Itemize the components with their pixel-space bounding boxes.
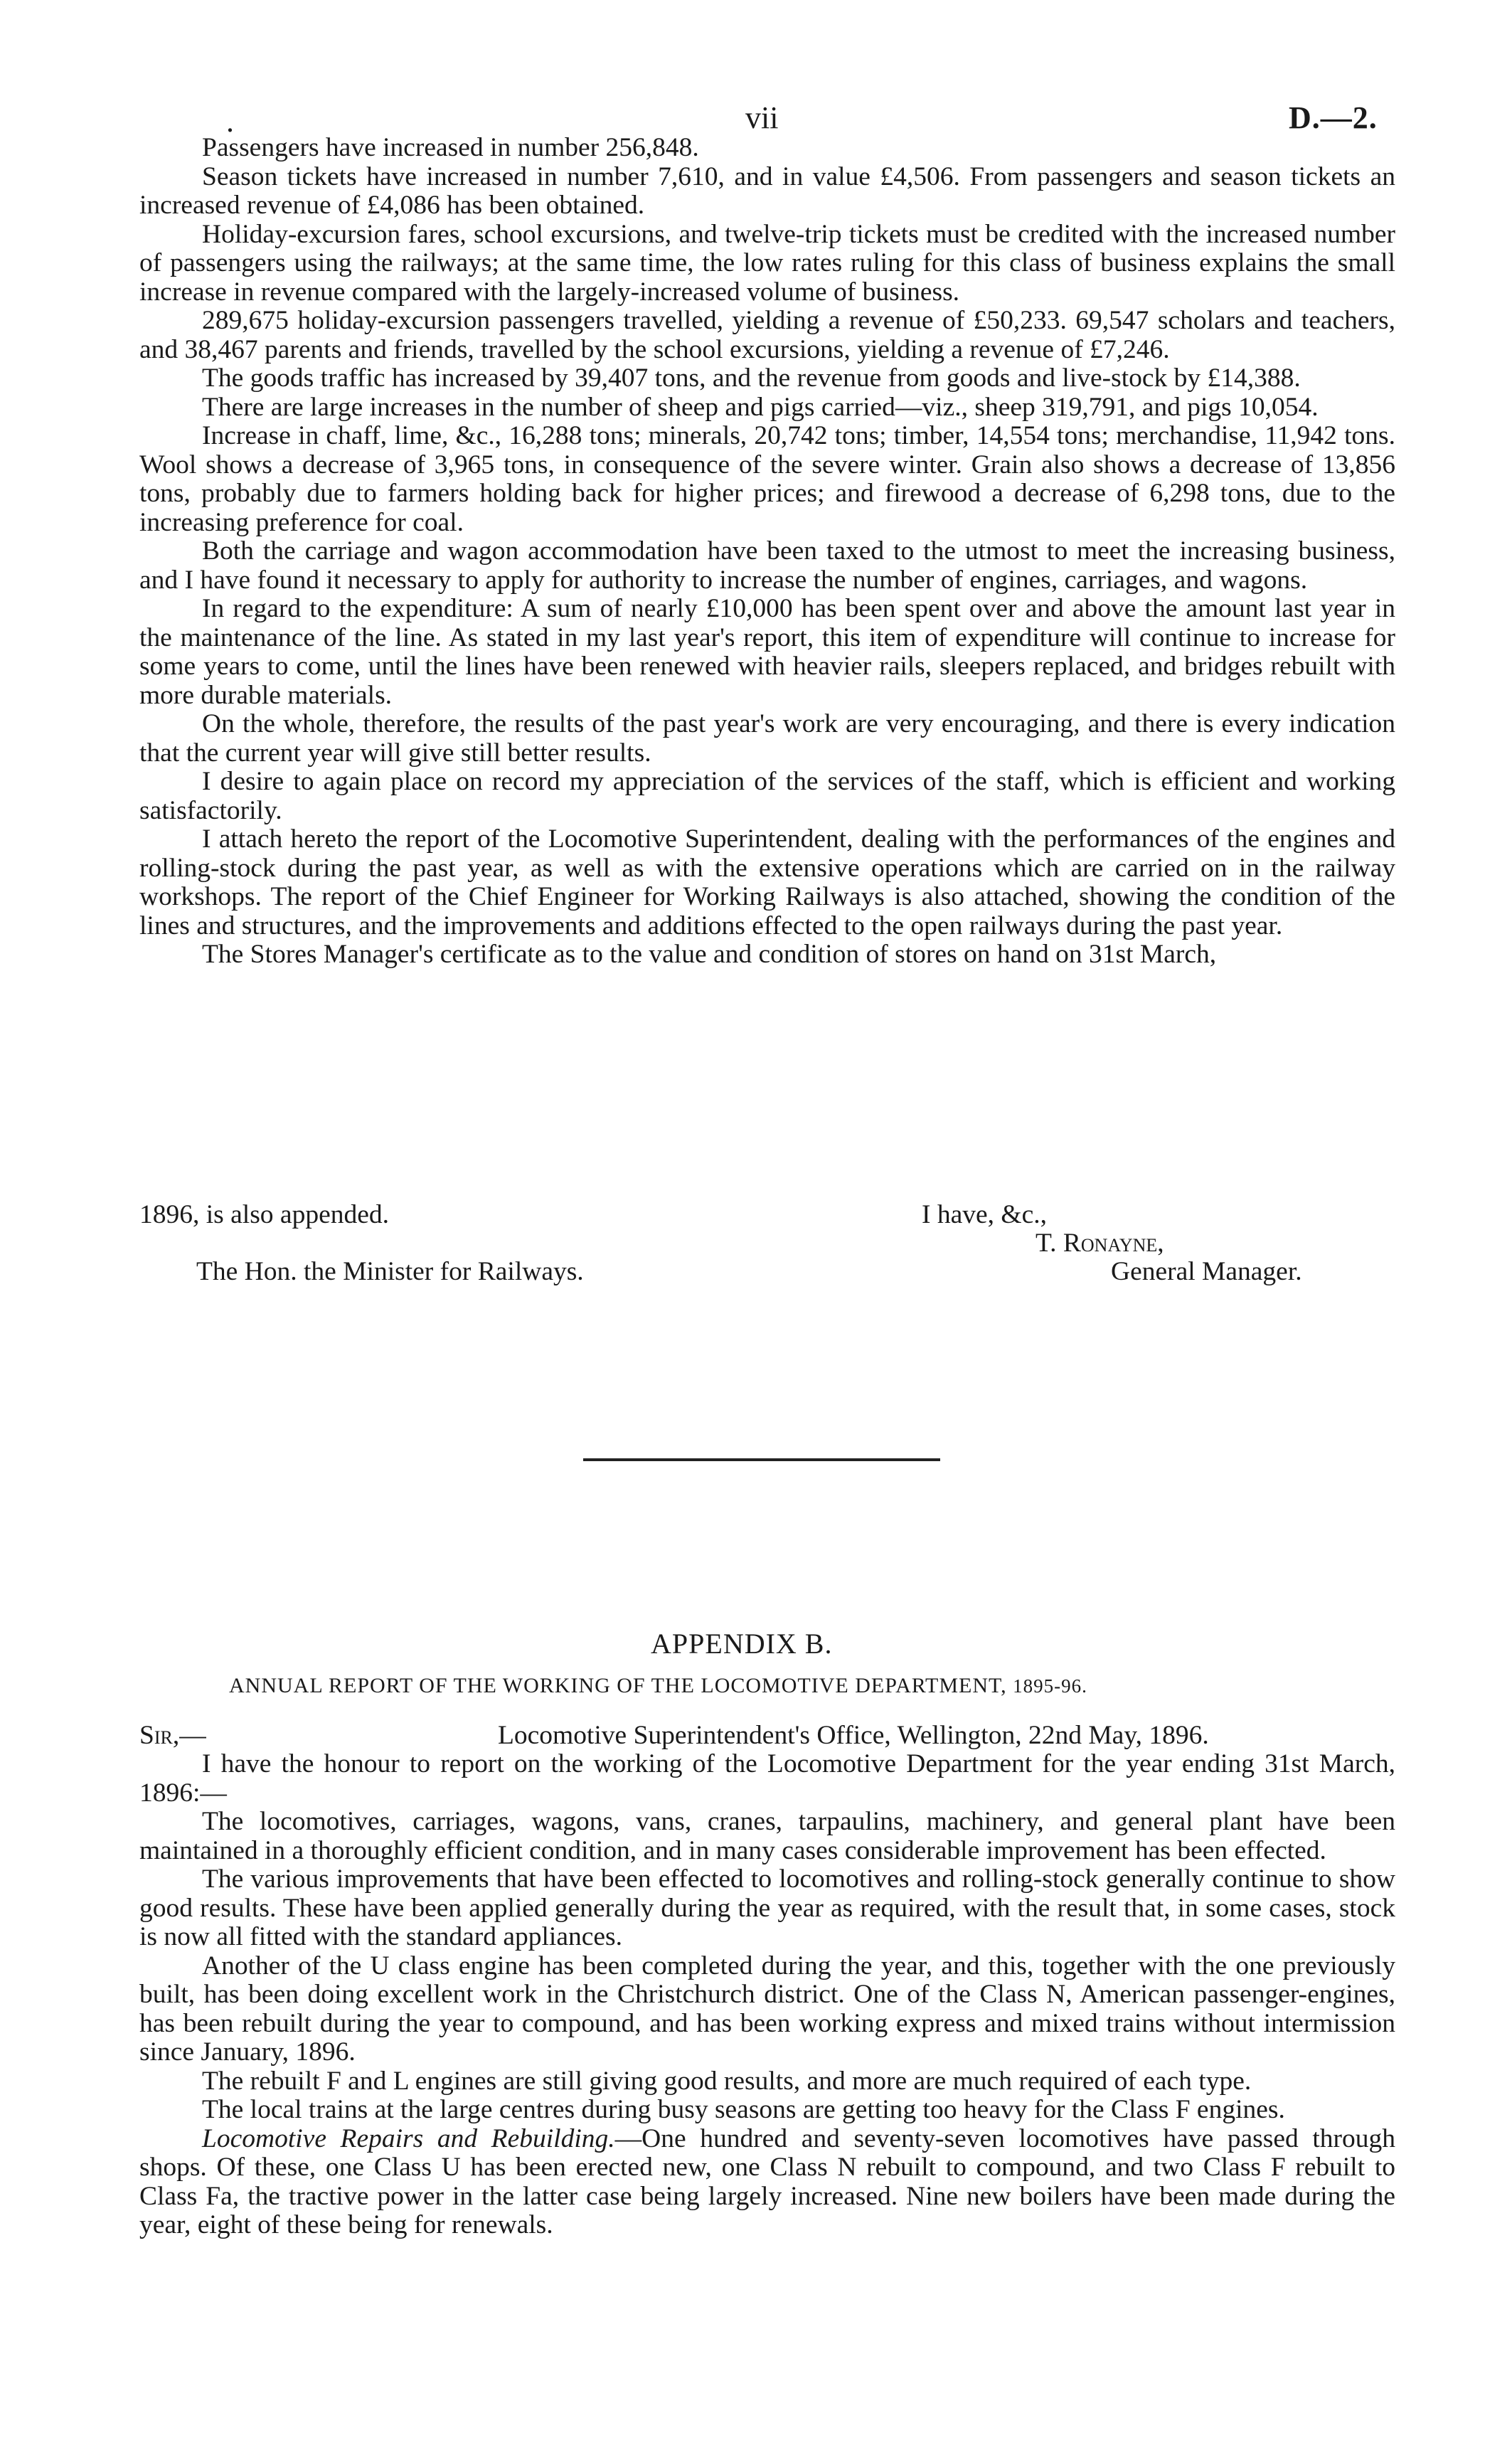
appendix-paragraph: I have the honour to report on the working of the Locomotive Department for the year ending 31st March, 1896:—: [139, 1749, 1395, 1808]
report-paragraph: I attach hereto the report of the Locomotive Superintendent, dealing with the performances of the engines and rolling-stock during the past year, as well as with the extensive operations which are carried on in the railway workshops. The report of the Chief Engineer for Working Railways is also attached, showing the condition of the lines and structures, and the improvements and additions effected to the open railways during the past year.: [139, 824, 1395, 940]
appended-line: 1896, is also appended.: [139, 1200, 389, 1229]
repairs-text: —One hundred and seventy-seven locomotives have passed through shops. Of these, one Class U has been erected new, one Class N rebuilt to compound, and two Class F rebuilt to Class Fa, the tractive power in the latter case being largely increased. Nine new boilers have been made during the year, eight of these being for renewals.: [139, 2123, 1396, 2239]
appendix-paragraph: The rebuilt F and L engines are still giving good results, and more are much required of each type.: [202, 2066, 1252, 2096]
appendix-subtitle-years: 1895-96.: [1013, 1675, 1087, 1697]
report-paragraph: Increase in chaff, lime, &c., 16,288 tons; minerals, 20,742 tons; timber, 14,554 tons; merchandise, 11,942 tons. Wool shows a decrease of 3,965 tons, in consequence of the severe winter. Grain also shows a decrease of 13,856 tons, probably due to farmers holding back for higher prices; and firewood a decrease of 6,298 tons, due to the increasing preference for coal.: [139, 421, 1395, 537]
header-dot: .: [226, 104, 234, 139]
report-paragraph: There are large increases in the number of sheep and pigs carried—viz., sheep 319,791, and pigs 10,054.: [202, 392, 1319, 422]
appendix-paragraph: The locomotives, carriages, wagons, vans, cranes, tarpaulins, machinery, and general plant have been maintained in a thoroughly efficient condition, and in many cases considerable improvement has been effected.: [139, 1807, 1395, 1865]
office-dateline: Locomotive Superintendent's Office, Wellington, 22nd May, 1896.: [498, 1721, 1209, 1750]
salutation: Sir,—: [139, 1721, 206, 1750]
repairs-heading: Locomotive Repairs and Rebuilding.: [202, 2123, 615, 2153]
report-body: [139, 134, 1395, 970]
appendix-subtitle: [229, 1674, 1087, 1698]
appendix-title: APPENDIX B.: [651, 1628, 833, 1660]
report-paragraph: I desire to again place on record my appreciation of the services of the staff, which is efficient and working satisfactorily.: [139, 767, 1395, 825]
section-divider: [583, 1458, 940, 1461]
report-paragraph: On the whole, therefore, the results of the past year's work are very encouraging, and there is every indication that the current year will give still better results.: [139, 709, 1395, 768]
appendix-subtitle-text: ANNUAL REPORT OF THE WORKING OF THE LOCOMOTIVE DEPARTMENT,: [229, 1674, 1007, 1697]
closing-salutation: I have, &c.,: [922, 1200, 1047, 1229]
signatory-name: T. Ronayne,: [1035, 1229, 1164, 1258]
page-number: vii: [745, 100, 779, 135]
document-reference: D.—2.: [1289, 100, 1378, 135]
report-paragraph: Season tickets have increased in number 7,610, and in value £4,506. From passengers and season tickets an increased revenue of £4,086 has been obtained.: [139, 161, 1395, 220]
appendix-paragraph: The local trains at the large centres during busy seasons are getting too heavy for the Class F engines.: [202, 2095, 1285, 2124]
report-paragraph: Holiday-excursion fares, school excursions, and twelve-trip tickets must be credited with the increased number of passengers using the railways; at the same time, the low rates ruling for this class of business explains the small increase in revenue compared with the largely-increased volume of business.: [139, 219, 1395, 307]
appendix-paragraph: The various improvements that have been effected to locomotives and rolling-stock generally continue to show good results. These have been applied generally during the year as required, with the result that, in some cases, stock is now all fitted with the standard appliances.: [139, 1865, 1395, 1951]
appendix-paragraph: Another of the U class engine has been completed during the year, and this, together with the one previously built, has been doing excellent work in the Christchurch district. One of the Class N, American passenger-engines, has been rebuilt during the year to compound, and has been working express and mixed trains without intermission since January, 1896.: [139, 1951, 1395, 2067]
report-paragraph: The Stores Manager's certificate as to the value and condition of stores on hand on 31st March,: [202, 940, 1217, 969]
addressee: The Hon. the Minister for Railways.: [196, 1257, 584, 1286]
report-paragraph: Both the carriage and wagon accommodation have been taxed to the utmost to meet the increasing business, and I have found it necessary to apply for authority to increase the number of engines, carriages, and wagons.: [139, 536, 1395, 595]
report-paragraph: 289,675 holiday-excursion passengers travelled, yielding a revenue of £50,233. 69,547 scholars and teachers, and 38,467 parents and friends, travelled by the school excursions, yielding a revenue of £7,246.: [139, 306, 1395, 364]
report-paragraph: The goods traffic has increased by 39,407 tons, and the revenue from goods and live-stock by £14,388.: [202, 364, 1301, 393]
report-paragraph: In regard to the expenditure: A sum of nearly £10,000 has been spent over and above the amount last year in the maintenance of the line. As stated in my last year's report, this item of expenditure will continue to increase for some years to come, until the lines have been renewed with heavier rails, sleepers replaced, and bridges rebuilt with more durable materials.: [139, 594, 1395, 710]
appendix-paragraph-repairs: [139, 2125, 1395, 2240]
report-paragraph: Passengers have increased in number 256,848.: [202, 133, 699, 162]
appendix-body: [139, 1750, 1395, 2240]
signatory-title: General Manager.: [1111, 1257, 1302, 1286]
